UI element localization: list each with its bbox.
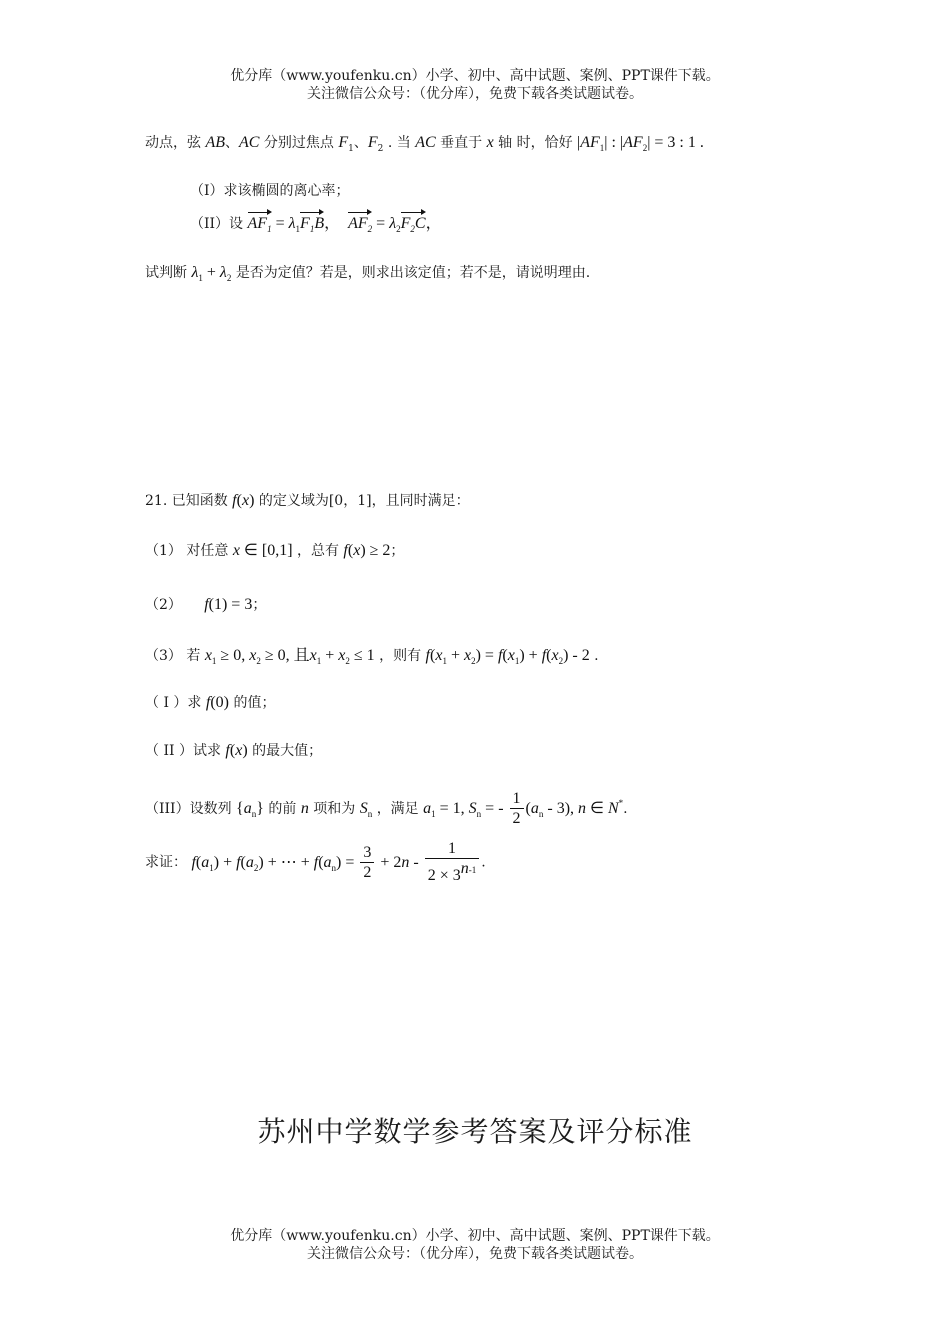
q21-part-3: （III）设数列 $\{a_n\}$ 的前 n 项和为 $S_n$ ，满足 $a_1 = 1$, $S_n$ = - $\frac{1}{2}$ $(a_n - 3)$, n ∈ N*. bbox=[145, 790, 628, 827]
answer-title: 苏州中学数学参考答案及评分标准 bbox=[257, 1115, 693, 1148]
q21-intro: 21. 已知函数 f(x) 的定义域为[0，1]，且同时满足： bbox=[145, 492, 470, 509]
header-line-2: 关注微信公众号：（优分库），免费下载各类试题试卷。 bbox=[307, 86, 643, 102]
vector-equation: $AF_1 = \lambda_1F_1B$， $AF_2 = \lambda_2F_2C$， bbox=[248, 215, 442, 232]
q20-part-2: （II）设 $AF_1 = \lambda_1F_1B$， $AF_2 = \lambda_2F_2C$， bbox=[190, 210, 442, 234]
q21-proof: 求证： $f(a_1) + f(a_2)$ + ⋯ + $f(a_n)$ = $\frac{3}{2}$ + 2n - $\frac{1}{2 \times 3^{n-1}}$ . bbox=[145, 840, 486, 884]
q21-part-1: （ I ）求 f(0) 的值； bbox=[145, 694, 276, 711]
footer-line-1: 优分库（www.youfenku.cn）小学、初中、高中试题、案例、PPT课件下载。 bbox=[230, 1228, 720, 1244]
q21-condition-3: （3） 若 $x_1 \ge 0$, $x_2 \ge 0$, 且$x_1 + x_2 \le 1$ ，则有 $f(x_1 + x_2) = f(x_1) + f(x_2) - 2$ . bbox=[145, 647, 599, 666]
q21-condition-1: （1） 对任意 x ∈ [0,1] ，总有 f(x) ≥ 2； bbox=[145, 542, 405, 559]
q21-part-2: （ II ）试求 f(x) 的最大值； bbox=[145, 742, 323, 759]
q21-condition-2: （2） f(1) = 3； bbox=[145, 596, 267, 613]
q20-part-3: 试判断 $\lambda_1 + \lambda_2$ 是否为定值？若是，则求出该定值；若不是，请说明理由. bbox=[145, 264, 591, 283]
lambda-sum: $\lambda_1 + \lambda_2$ bbox=[191, 264, 232, 283]
ratio-expression: $|AF_1|$ : $|AF_2| = 3$ : 1 . bbox=[577, 134, 704, 153]
footer-line-2: 关注微信公众号：（优分库），免费下载各类试题试卷。 bbox=[307, 1246, 643, 1262]
header-line-1: 优分库（www.youfenku.cn）小学、初中、高中试题、案例、PPT课件下载。 bbox=[230, 68, 720, 84]
q20-line-1: 动点，弦 AB、AC 分别过焦点 $F_1$、$F_2$ . 当 AC 垂直于 x 轴 时，恰好 $|AF_1|$ : $|AF_2| = 3$ : 1 . bbox=[145, 134, 704, 154]
q20-part-1: （I）求该椭圆的离心率； bbox=[190, 183, 350, 199]
